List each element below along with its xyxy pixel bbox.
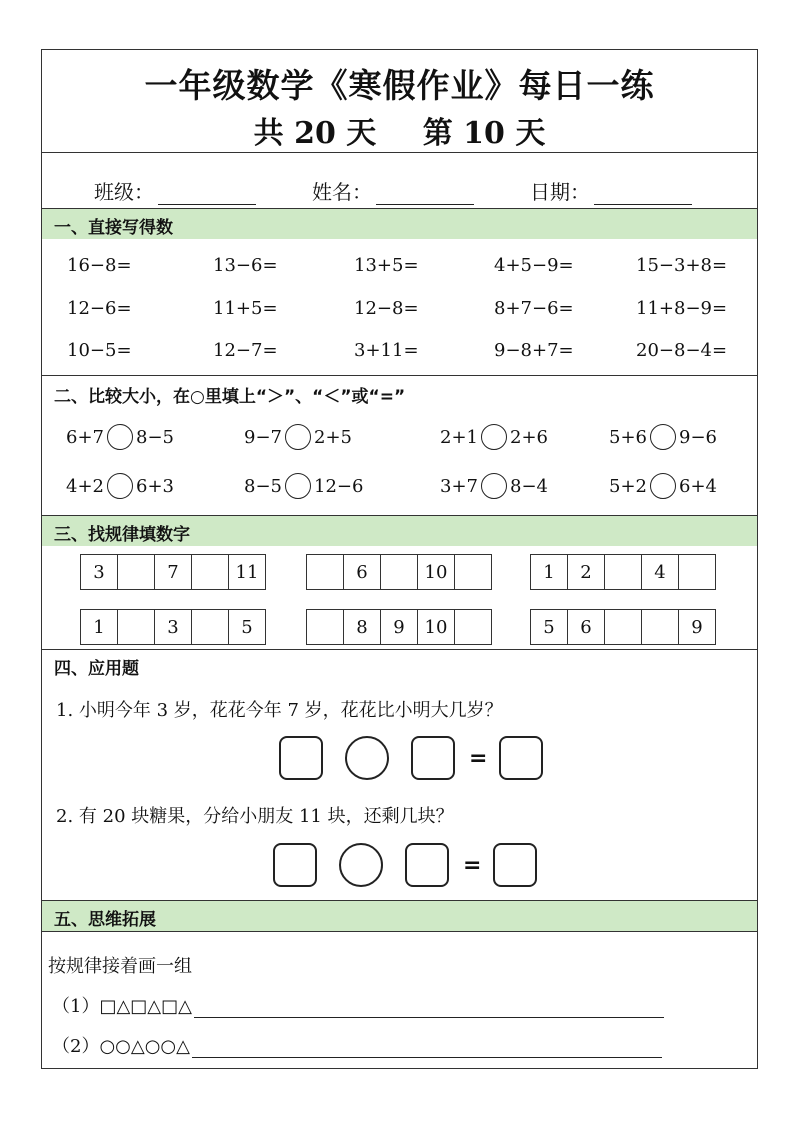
comparison-item bbox=[609, 473, 717, 499]
comparison-item bbox=[440, 473, 548, 499]
pattern-1 bbox=[52, 992, 664, 1018]
comparison-left: 6+7 bbox=[66, 426, 104, 448]
comparison-left: 3+7 bbox=[440, 475, 478, 497]
comparison-circle[interactable] bbox=[650, 473, 676, 499]
section-5-heading: 五、思维拓展 bbox=[54, 910, 156, 930]
comparison-right: 9−6 bbox=[679, 426, 717, 448]
comparison-item bbox=[66, 424, 174, 450]
number-sequence bbox=[530, 609, 716, 645]
sequence-blank-cell[interactable] bbox=[679, 555, 716, 589]
comparison-right: 12−6 bbox=[314, 475, 364, 497]
sequence-cell: 2 bbox=[568, 555, 605, 589]
arithmetic-item: 20−8−4= bbox=[636, 340, 728, 361]
comparison-right: 6+4 bbox=[679, 475, 717, 497]
word-problem-2: 2. 有 20 块糖果，分给小朋友 11 块，还剩几块？ bbox=[56, 806, 454, 827]
equals-sign: = bbox=[469, 745, 488, 771]
arithmetic-item: 16−8= bbox=[67, 255, 132, 276]
sequence-cell: 6 bbox=[344, 555, 381, 589]
sequence-cell: 1 bbox=[81, 610, 118, 644]
arithmetic-item: 12−6= bbox=[67, 298, 132, 319]
divider bbox=[42, 931, 757, 932]
comparison-circle[interactable] bbox=[107, 473, 133, 499]
section-1-header bbox=[42, 209, 757, 239]
divider bbox=[42, 375, 757, 376]
sequence-cell: 4 bbox=[642, 555, 679, 589]
class-blank[interactable] bbox=[158, 184, 256, 205]
pattern-1-shapes: （1）□△□△□△ bbox=[52, 996, 193, 1017]
sequence-cell: 5 bbox=[531, 610, 568, 644]
sequence-blank-cell[interactable] bbox=[605, 555, 642, 589]
name-field bbox=[312, 176, 474, 205]
answer-box[interactable] bbox=[411, 736, 455, 780]
sequence-blank-cell[interactable] bbox=[307, 555, 344, 589]
number-sequence bbox=[530, 554, 716, 590]
comparison-item bbox=[440, 424, 548, 450]
comparison-left: 2+1 bbox=[440, 426, 478, 448]
result-box[interactable] bbox=[499, 736, 543, 780]
sequence-blank-cell[interactable] bbox=[307, 610, 344, 644]
sequence-cell: 8 bbox=[344, 610, 381, 644]
sequence-cell: 9 bbox=[381, 610, 418, 644]
date-label: 日期： bbox=[530, 180, 590, 204]
arithmetic-item: 15−3+8= bbox=[636, 255, 728, 276]
sequence-cell: 7 bbox=[155, 555, 192, 589]
class-label: 班级： bbox=[94, 180, 154, 204]
comparison-left: 9−7 bbox=[244, 426, 282, 448]
sequence-blank-cell[interactable] bbox=[605, 610, 642, 644]
arithmetic-item: 10−5= bbox=[67, 340, 132, 361]
number-sequence bbox=[80, 554, 266, 590]
answer-box[interactable] bbox=[405, 843, 449, 887]
number-sequence bbox=[80, 609, 266, 645]
comparison-left: 4+2 bbox=[66, 475, 104, 497]
name-label: 姓名： bbox=[312, 180, 372, 204]
name-blank[interactable] bbox=[376, 184, 474, 205]
arithmetic-item: 11+5= bbox=[213, 298, 278, 319]
answer-box[interactable] bbox=[273, 843, 317, 887]
extension-intro: 按规律接着画一组 bbox=[48, 956, 192, 977]
number-sequence bbox=[306, 554, 492, 590]
word-problem-1: 1. 小明今年 3 岁，花花今年 7 岁，花花比小明大几岁？ bbox=[56, 700, 503, 721]
section-2-heading: 二、比较大小，在○里填上“＞”、“＜”或“=” bbox=[54, 387, 406, 407]
day-counter bbox=[42, 108, 757, 152]
arithmetic-item: 4+5−9= bbox=[494, 255, 574, 276]
arithmetic-item: 13−6= bbox=[213, 255, 278, 276]
arithmetic-item: 3+11= bbox=[354, 340, 419, 361]
section-3-heading: 三、找规律填数字 bbox=[54, 525, 190, 545]
arithmetic-item: 12−7= bbox=[213, 340, 278, 361]
section-1-heading: 一、直接写得数 bbox=[54, 218, 173, 238]
pattern-2-shapes: （2）○○△○○△ bbox=[52, 1036, 190, 1057]
comparison-left: 5+2 bbox=[609, 475, 647, 497]
divider bbox=[42, 649, 757, 650]
comparison-item bbox=[244, 424, 352, 450]
section-5-header bbox=[42, 901, 757, 931]
date-blank[interactable] bbox=[594, 184, 692, 205]
sequence-blank-cell[interactable] bbox=[118, 610, 155, 644]
comparison-circle[interactable] bbox=[285, 473, 311, 499]
sequence-blank-cell[interactable] bbox=[118, 555, 155, 589]
comparison-circle[interactable] bbox=[285, 424, 311, 450]
answer-row-2 bbox=[273, 843, 537, 887]
worksheet-title: 一年级数学《寒假作业》每日一练 bbox=[144, 66, 655, 105]
arithmetic-item: 12−8= bbox=[354, 298, 419, 319]
comparison-item bbox=[66, 473, 174, 499]
comparison-right: 2+6 bbox=[510, 426, 548, 448]
operator-circle[interactable] bbox=[339, 843, 383, 887]
sequence-blank-cell[interactable] bbox=[192, 555, 229, 589]
answer-box[interactable] bbox=[279, 736, 323, 780]
equals-sign: = bbox=[463, 852, 482, 878]
sequence-blank-cell[interactable] bbox=[455, 555, 492, 589]
number-sequence bbox=[306, 609, 492, 645]
sequence-cell: 10 bbox=[418, 610, 455, 644]
worksheet bbox=[41, 49, 758, 1069]
pattern-1-answer-line[interactable] bbox=[194, 997, 664, 1018]
comparison-circle[interactable] bbox=[481, 473, 507, 499]
sequence-blank-cell[interactable] bbox=[455, 610, 492, 644]
answer-row-1 bbox=[279, 736, 543, 780]
arithmetic-item: 9−8+7= bbox=[494, 340, 574, 361]
sequence-cell: 11 bbox=[229, 555, 266, 589]
sequence-blank-cell[interactable] bbox=[642, 610, 679, 644]
class-field bbox=[94, 176, 256, 205]
sequence-cell: 3 bbox=[81, 555, 118, 589]
sequence-blank-cell[interactable] bbox=[381, 555, 418, 589]
divider bbox=[42, 152, 757, 153]
sequence-cell: 6 bbox=[568, 610, 605, 644]
comparison-right: 8−4 bbox=[510, 475, 548, 497]
sequence-cell: 3 bbox=[155, 610, 192, 644]
comparison-circle[interactable] bbox=[481, 424, 507, 450]
arithmetic-item: 11+8−9= bbox=[636, 298, 728, 319]
sequence-cell: 9 bbox=[679, 610, 716, 644]
sequence-cell: 5 bbox=[229, 610, 266, 644]
comparison-right: 2+5 bbox=[314, 426, 352, 448]
sequence-blank-cell[interactable] bbox=[192, 610, 229, 644]
current-day: 第 10 天 bbox=[422, 116, 546, 151]
section-3-header bbox=[42, 516, 757, 546]
comparison-right: 8−5 bbox=[136, 426, 174, 448]
pattern-2 bbox=[52, 1032, 662, 1058]
total-days: 共 20 天 bbox=[253, 116, 377, 151]
comparison-circle[interactable] bbox=[650, 424, 676, 450]
comparison-item bbox=[244, 473, 363, 499]
arithmetic-item: 8+7−6= bbox=[494, 298, 574, 319]
comparison-right: 6+3 bbox=[136, 475, 174, 497]
comparison-circle[interactable] bbox=[107, 424, 133, 450]
comparison-left: 8−5 bbox=[244, 475, 282, 497]
comparison-item bbox=[609, 424, 717, 450]
sequence-cell: 1 bbox=[531, 555, 568, 589]
pattern-2-answer-line[interactable] bbox=[192, 1037, 662, 1058]
date-field bbox=[530, 176, 692, 205]
result-box[interactable] bbox=[493, 843, 537, 887]
comparison-left: 5+6 bbox=[609, 426, 647, 448]
sequence-cell: 10 bbox=[418, 555, 455, 589]
section-4-heading: 四、应用题 bbox=[54, 659, 139, 679]
arithmetic-item: 13+5= bbox=[354, 255, 419, 276]
operator-circle[interactable] bbox=[345, 736, 389, 780]
